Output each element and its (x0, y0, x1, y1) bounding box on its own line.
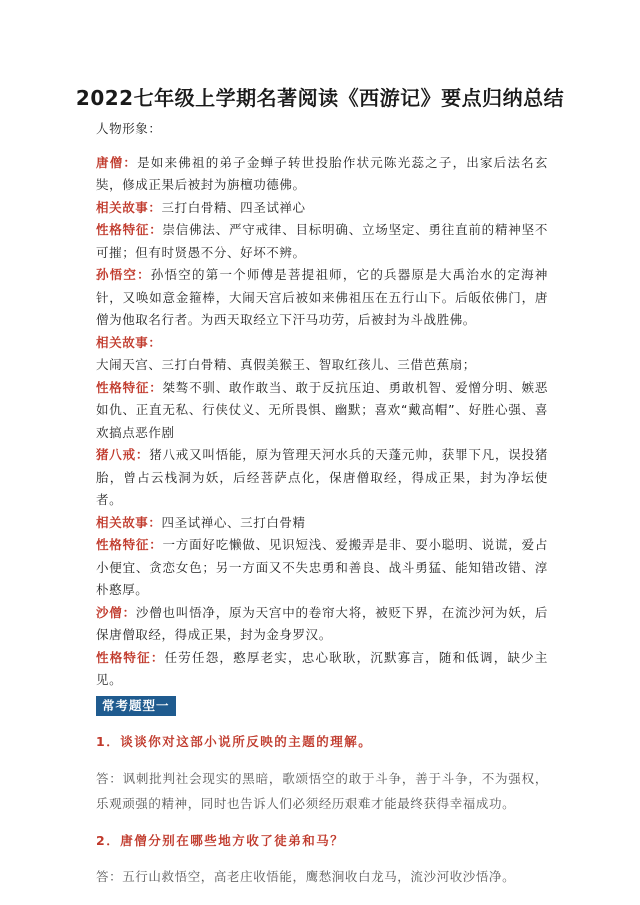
page-title: 2022七年级上学期名著阅读《西游记》要点归纳总结 (75, 86, 565, 110)
document-body (96, 118, 548, 889)
answer-1: 答：讽刺批判社会现实的黑暗，歌颂悟空的敢于斗争，善于斗争，不为强权，乐观顽强的精神，同时也告诉人们必须经历艰难才能最终获得幸福成功。 (96, 770, 548, 811)
stories-label: 相关故事： (96, 514, 162, 530)
question-2: 2．唐僧分别在哪些地方收了徒弟和马？ (96, 832, 345, 848)
character-name: 唐僧： (96, 154, 138, 170)
character-tang-traits (96, 219, 548, 264)
question-1: 1．谈谈你对这部小说所反映的主题的理解。 (96, 734, 373, 749)
answer-2: 答：五行山救悟空，高老庄收悟能，鹰愁涧收白龙马，流沙河收沙悟净。 (96, 869, 516, 884)
traits-text: 崇信佛法、严守戒律、目标明确、立场坚定、勇往直前的精神坚不可摧；但有时贤愚不分、好坏不辨。 (96, 222, 548, 260)
character-desc: 是如来佛祖的弟子金蝉子转世投胎作状元陈光蕊之子，出家后法名玄奘，修成正果后被封为旃檀功德佛。 (96, 154, 548, 192)
character-zhu-stories (96, 512, 548, 535)
traits-label: 性格特征： (96, 222, 163, 237)
character-sun-stories-label (96, 332, 548, 355)
section-label: 人物形象： (96, 121, 162, 136)
character-tang-stories (96, 197, 548, 220)
question-type-banner-row (96, 692, 548, 718)
character-tang-desc (96, 152, 548, 197)
character-desc: 沙僧也叫悟净，原为天宫中的卷帘大将，被贬下界，在流沙河为妖，后保唐僧取经，得成正果，封为金身罗汉。 (96, 604, 548, 642)
character-sha-desc (96, 602, 548, 647)
stories-text: 三打白骨精、四圣试禅心 (161, 199, 306, 215)
character-name: 孙悟空： (96, 267, 151, 282)
character-zhu-traits (96, 534, 548, 602)
stories-label: 相关故事： (96, 199, 162, 215)
stories-text: 四圣试禅心、三打白骨精 (161, 514, 306, 530)
traits-label: 性格特征： (96, 537, 163, 552)
question-type-banner: 常考题型一 (96, 696, 176, 716)
character-sun-traits (96, 377, 548, 445)
traits-label: 性格特征： (96, 649, 165, 665)
character-desc: 孙悟空的第一个师傅是菩提祖师，它的兵器原是大禹治水的定海神针，又唤如意金箍棒，大闹天宫后被如来佛祖压在五行山下。后皈依佛门，唐僧为他取名行者。为西天取经立下汗马功劳，后被封为斗战胜佛。 (96, 267, 549, 327)
character-name: 猪八戒： (96, 447, 150, 462)
character-desc: 猪八戒又叫悟能，原为管理天河水兵的天蓬元帅，获罪下凡，误投猪胎，曾占云栈洞为妖，后经菩萨点化，保唐僧取经，得成正果，封为净坛使者。 (96, 447, 548, 507)
traits-label: 性格特征： (96, 379, 163, 395)
character-zhu-desc (96, 444, 548, 512)
traits-text: 桀骜不驯、敢作敢当、敢于反抗压迫、勇敢机智、爱憎分明、嫉恶如仇、正直无私、行侠仗义、无所畏惧、幽默；喜欢“戴高帽”、好胜心强、喜欢搞点恶作剧 (96, 379, 548, 440)
character-sun-stories: 大闹天宫、三打白骨精、真假美猴王、智取红孩儿、三借芭蕉扇； (96, 357, 476, 372)
character-name: 沙僧： (96, 604, 136, 620)
stories-label: 相关故事： (96, 334, 162, 350)
character-sun-desc (96, 264, 548, 332)
traits-text: 任劳任怨，憨厚老实，忠心耿耿，沉默寡言，随和低调，缺少主见。 (96, 649, 548, 687)
traits-text: 一方面好吃懒做、见识短浅、爱搬弄是非、耍小聪明、说谎，爱占小便宜、贪恋女色；另一方面又不失忠勇和善良、战斗勇猛、能知错改错、淳朴憨厚。 (96, 537, 548, 597)
character-sha-traits (96, 647, 548, 692)
